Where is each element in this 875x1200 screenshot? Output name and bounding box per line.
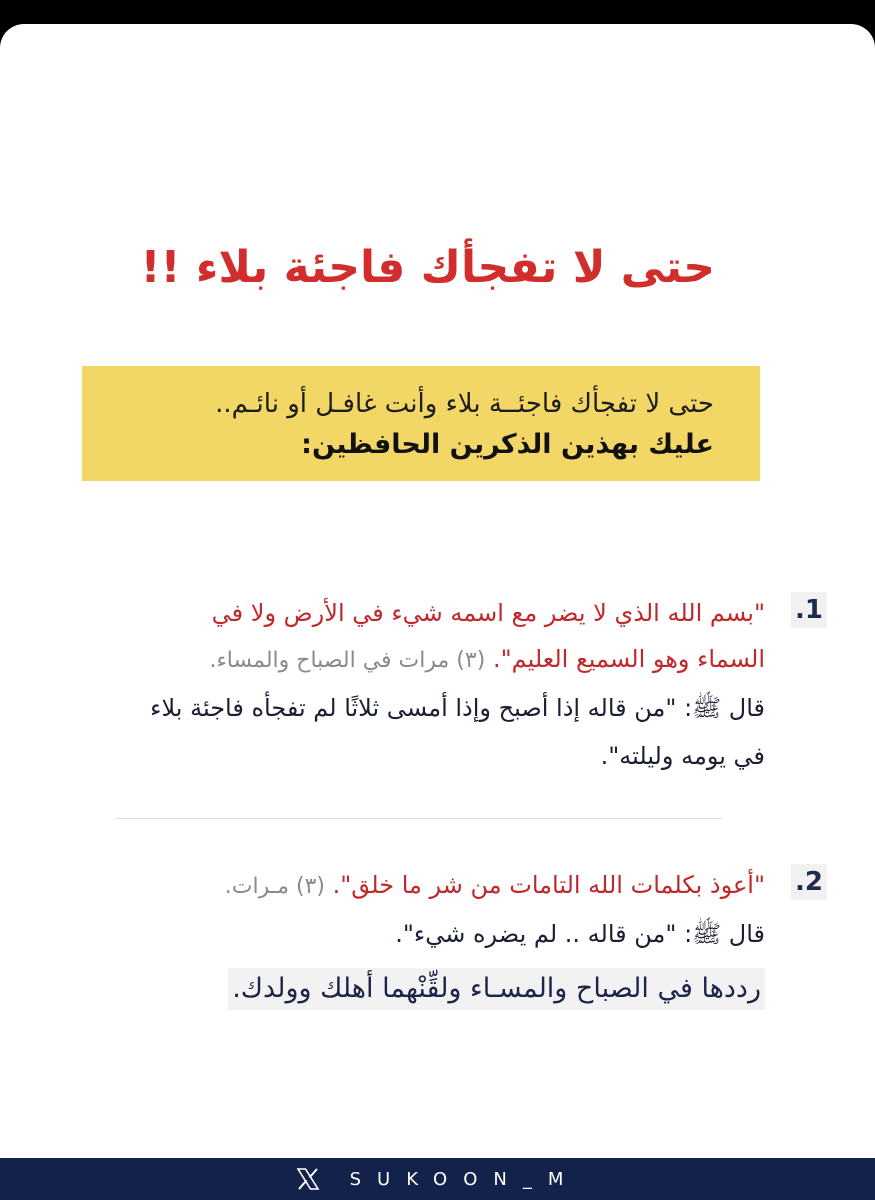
intro-highlight-box (82, 366, 760, 481)
dhikr-number-value: 2 (804, 867, 823, 897)
dhikr-number-1 (791, 592, 827, 628)
intro-line-2: عليك بهذين الذكرين الحافظين: (301, 429, 714, 460)
hadith-text: قال ﷺ: "من قاله .. لم يضره شيء". (395, 920, 765, 948)
dhikr-item-2 (145, 862, 823, 1010)
dhikr-count: (٣) مرات في الصباح والمساء. (209, 648, 486, 673)
dhikr-count: (٣) مـرات. (224, 874, 325, 899)
rounded-corner-left (0, 24, 24, 48)
dhikr-number-dot: . (795, 867, 805, 897)
top-black-bar (0, 0, 875, 24)
dhikr-number-value: 1 (804, 595, 823, 625)
dhikr-quote: "أعوذ بكلمات الله التامات من شر ما خلق". (332, 871, 765, 899)
hadith-text: قال ﷺ: "من قاله إذا أصبح وإذا أمسى ثلاثًا لم تفجأه فاجئة بلاء في يومه وليلته". (150, 694, 765, 770)
rounded-corner-right (851, 24, 875, 48)
dhikr-text-1 (145, 590, 765, 684)
divider (116, 818, 722, 819)
account-handle[interactable]: SUKOON_M (349, 1168, 580, 1190)
footer-bar (0, 1158, 875, 1200)
x-logo-icon[interactable] (296, 1167, 320, 1191)
dhikr-item-1 (145, 590, 823, 780)
dhikr-number-2 (791, 864, 827, 900)
advice-text: رددها في الصباح والمسـاء ولقِّنْهما أهلك وولدك. (228, 968, 765, 1010)
dhikr-number-dot: . (795, 595, 805, 625)
page-title: حتى لا تفجأك فاجئة بلاء !! (140, 242, 715, 293)
intro-line-1: حتى لا تفجأك فاجئــة بلاء وأنت غافـل أو نائـم.. (215, 389, 714, 419)
dhikr-quote: "بسم الله الذي لا يضر مع اسمه شيء في الأرض ولا في السماء وهو السميع العليم". (211, 599, 765, 673)
dhikr-text-2 (145, 862, 765, 910)
